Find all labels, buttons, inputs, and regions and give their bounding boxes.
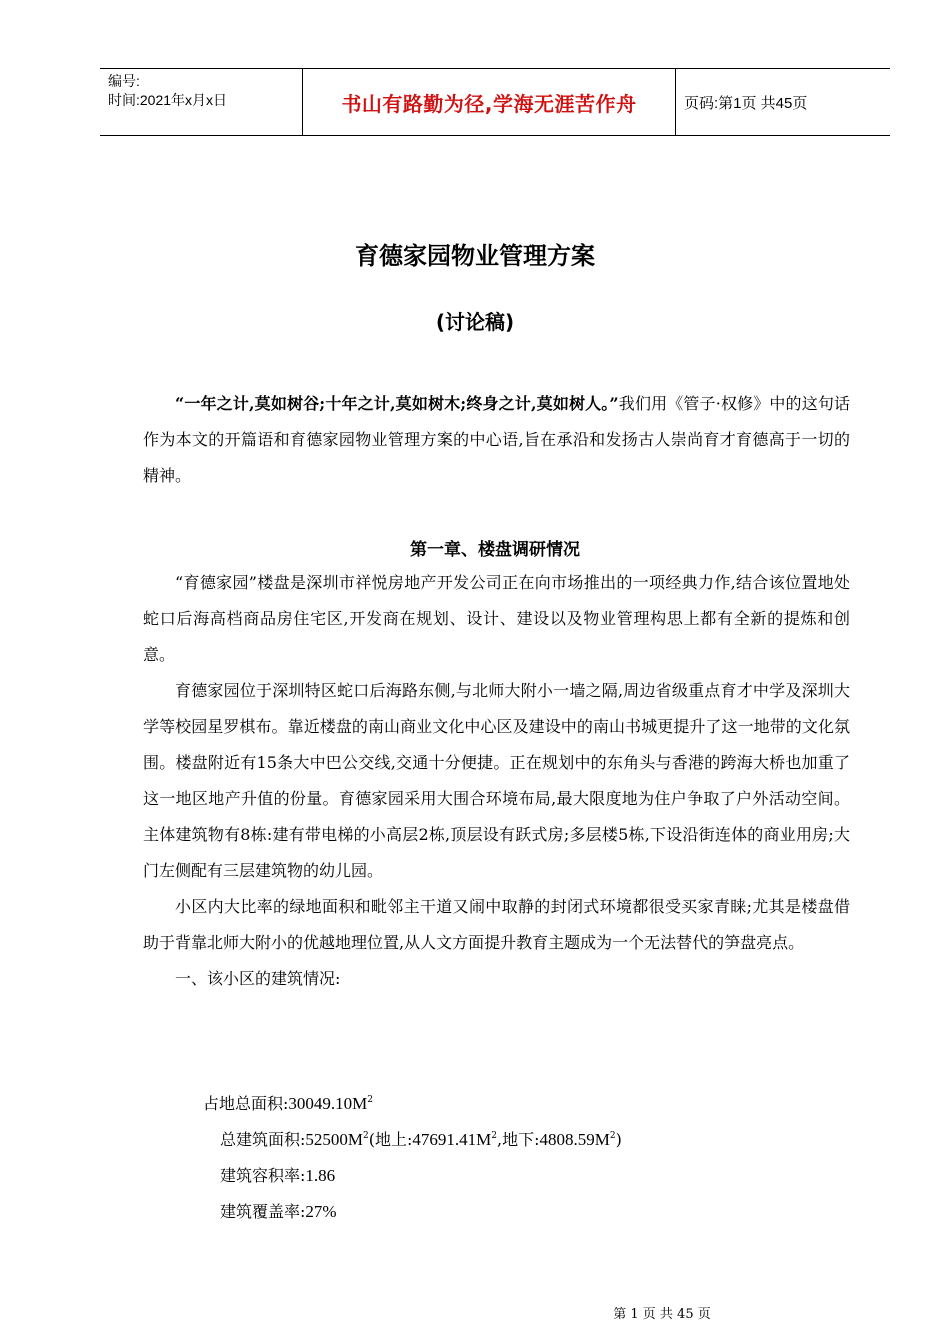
close-paren: ) xyxy=(615,1130,622,1149)
unit-sup: 2 xyxy=(609,1131,616,1141)
paragraph-2: 育德家园位于深圳特区蛇口后海路东侧,与北师大附小一墙之隔,周边省级重点育才中学及深圳大学等校园星罗棋布。靠近楼盘的南山商业文化中心区及建设中的南山书城更提升了这一地带的文化氛围。楼盘附近有15条大中巴公交线,交通十分便捷。正在规划中的东角头与香港的跨海大桥也加重了这一地区地产升值的份量。育德家园采用大围合环境布局,最大限度地为住户争取了户外活动空间。主体建筑物有8栋:建有带电梯的小高层2栋,顶层设有跃式房;多层楼5栋,下设沿街连体的商业用房;大门左侧配有三层建筑物的幼儿园。 xyxy=(143,681,850,880)
header-page-info xyxy=(676,69,890,135)
paragraph-3: 小区内大比率的绿地面积和毗邻主干道又闹中取静的封闭式环境都很受买家青睐;尤其是楼盘借助于背靠北师大附小的优越地理位置,从人文方面提升教育主题成为一个无法替代的笋盘亮点。 xyxy=(143,897,850,952)
document-title: 育德家园物业管理方案 xyxy=(355,242,595,270)
below-value: 4808.59M xyxy=(539,1130,610,1149)
land-area-label: 占地总面积: xyxy=(203,1094,289,1113)
document-subtitle: (讨论稿) xyxy=(435,310,515,334)
plot-ratio-line xyxy=(220,1166,335,1186)
plot-ratio-label: 建筑容积率: xyxy=(220,1166,306,1185)
page-header xyxy=(100,68,890,136)
below-label: ,地下: xyxy=(497,1130,540,1149)
section-heading: 一、该小区的建筑情况: xyxy=(175,969,341,988)
coverage-value: 27% xyxy=(305,1202,337,1221)
time-label: 时间:2021年x月x日 xyxy=(108,92,228,108)
land-area-value: 30049.10M xyxy=(288,1094,368,1113)
number-label: 编号: xyxy=(108,73,140,89)
motto: 书山有路勤为径,学海无涯苦作舟 xyxy=(341,91,637,116)
above-label: (地上: xyxy=(368,1130,413,1149)
land-area-line xyxy=(203,1094,373,1114)
paragraph-1: “育德家园”楼盘是深圳市祥悦房地产开发公司正在向市场推出的一项经典力作,结合该位置地处蛇口后海高档商品房住宅区,开发商在规划、设计、建设以及物业管理构思上都有全新的提炼和创意。 xyxy=(143,573,850,664)
total-area-line xyxy=(220,1130,622,1150)
total-area-value: 52500M xyxy=(305,1130,364,1149)
coverage-line xyxy=(220,1202,337,1222)
coverage-label: 建筑覆盖率: xyxy=(220,1202,306,1221)
unit-sup: 2 xyxy=(367,1095,374,1105)
intro-quote: “一年之计,莫如树谷;十年之计,莫如树木;终身之计,莫如树人。” xyxy=(175,394,619,413)
page-info: 页码:第1页 共45页 xyxy=(684,94,808,112)
plot-ratio-value: 1.86 xyxy=(305,1166,336,1185)
header-meta xyxy=(100,69,302,135)
chapter-body xyxy=(143,565,850,997)
page-footer: 第 1 页 共 45 页 xyxy=(613,1307,711,1322)
intro-paragraph xyxy=(143,386,850,494)
total-area-label: 总建筑面积: xyxy=(220,1130,306,1149)
intro-text: 我们用《管子·权修》中的这句话作为本文的开篇语和育德家园物业管理方案的中心语,旨在承沿和发扬古人崇尚育才育德高于一切的精神。 xyxy=(143,394,850,485)
unit-sup: 2 xyxy=(491,1131,498,1141)
unit-sup: 2 xyxy=(363,1131,369,1141)
above-value: 47691.41M xyxy=(412,1130,492,1149)
header-motto-cell xyxy=(302,69,676,135)
chapter-title: 第一章、楼盘调研情况 xyxy=(410,540,580,560)
